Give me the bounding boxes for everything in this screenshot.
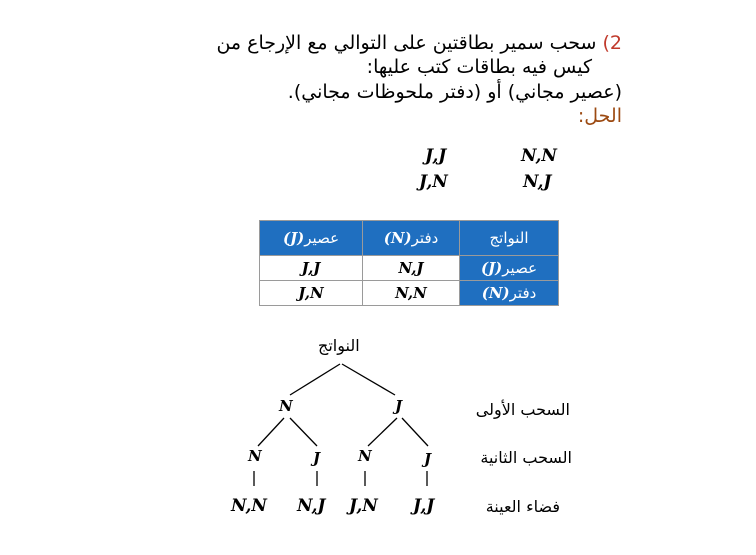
tree-node-level2: N <box>248 447 262 465</box>
second-draw-label: السحب الثانية <box>480 448 572 467</box>
question-text-3: (عصير مجاني) أو (دفتر ملحوظات مجاني). <box>287 81 622 103</box>
table-cell-jn: J,N <box>260 281 363 306</box>
tree-edge <box>368 418 397 446</box>
col-juice-sym: (J) <box>282 229 305 247</box>
solution-label: الحل: <box>577 105 622 127</box>
outcome-jj: J,J <box>425 146 447 166</box>
outcome-nn: N,N <box>521 146 557 166</box>
table-cell-jj: J,J <box>260 256 363 281</box>
tree-outcome: N,J <box>297 496 326 516</box>
tree-outcome: N,N <box>231 496 267 516</box>
col-notebook-text: دفتر <box>411 229 439 247</box>
tree-node-level2: J <box>313 449 321 467</box>
question-text-2: كيس فيه بطاقات كتب عليها: <box>366 56 592 78</box>
row-notebook-sym: (N) <box>481 284 510 302</box>
tree-edge <box>290 364 340 395</box>
tree-outcome: J,J <box>413 496 435 516</box>
sample-space-label: فضاء العينة <box>485 497 560 516</box>
outcome-nj: N,J <box>523 172 552 192</box>
col-juice-text: عصير <box>304 229 340 247</box>
tree-outcome: J,N <box>349 496 378 516</box>
outcome-jn: J,N <box>419 172 448 192</box>
tree-edge <box>290 418 317 446</box>
table-cell-nj: N,J <box>363 256 460 281</box>
table-cell-nn: N,N <box>363 281 460 306</box>
row-juice-sym: (J) <box>480 259 503 277</box>
tree-node-level1: N <box>279 397 293 415</box>
tree-root: النواتج <box>318 336 360 355</box>
tree-node-level2: N <box>358 447 372 465</box>
tree-node-level2: J <box>424 450 432 468</box>
tree-edge <box>258 418 284 446</box>
tree-node-level1: J <box>395 397 403 415</box>
row-juice-text: عصير <box>502 259 538 277</box>
question-text-1: سحب سمير بطاقتين على التوالي مع الإرجاع من <box>216 32 597 54</box>
row-notebook-text: دفتر <box>509 284 537 302</box>
question-number: 2) <box>602 32 622 54</box>
table-corner-text: النواتج <box>489 229 529 247</box>
first-draw-label: السحب الأولى <box>475 400 570 419</box>
tree-edge <box>402 418 428 446</box>
col-notebook-sym: (N) <box>383 229 412 247</box>
tree-edge <box>342 364 395 395</box>
